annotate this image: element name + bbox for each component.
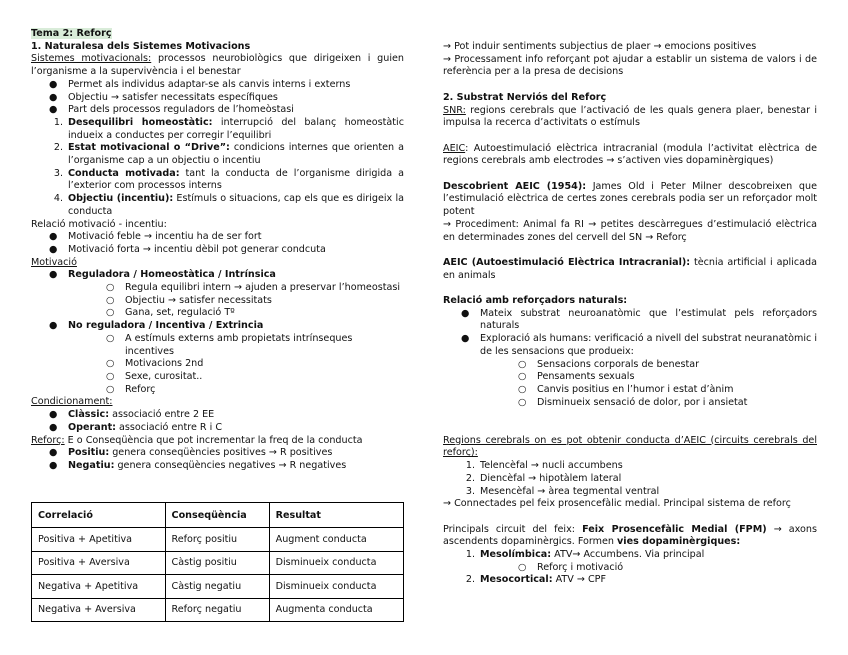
- section-2-heading: 2. Substrat Nerviós del Reforç: [443, 91, 607, 103]
- regions-heading: Regions cerebrals on es pot obtenir conducta d’AEIC (circuits cerebrals del reforç):: [443, 434, 817, 459]
- sub-item: ○ Objectiu → satisfer necessitats: [106, 294, 272, 306]
- table-cell: Augmenta conducta: [269, 598, 403, 622]
- sub-item: ○ Sexe, curositat..: [106, 370, 203, 382]
- bullet-icon: ●: [49, 104, 58, 116]
- list-item: ● Exploració als humans: verificació a nivell del substrat neuranatòmic i de les sensacions que produeix:: [461, 333, 818, 357]
- circle-bullet-icon: ○: [518, 358, 527, 370]
- table-cell: Reforç negatiu: [165, 598, 269, 622]
- reinforcement-table: [31, 502, 404, 622]
- list-item: ● Reguladora / Homeostàtica / Intrínsica: [49, 269, 276, 281]
- numbered-item: 1. Desequilibri homeostàtic: interrupció del balanç homeostàtic indueix a conductes per corregir l’equilibri: [53, 116, 404, 141]
- relacio-heading: Relació amb reforçadors naturals:: [443, 294, 628, 306]
- numbered-item: 3. Mesencèfal → àrea tegmental ventral: [465, 485, 660, 497]
- bullet-icon: ●: [49, 409, 58, 421]
- table-row: [32, 598, 404, 622]
- circle-bullet-icon: ○: [106, 294, 115, 306]
- bullet-icon: ●: [461, 333, 470, 345]
- sub-item: ○ Reforç i motivació: [518, 561, 624, 573]
- table-header-row: [32, 503, 404, 528]
- left-column: [31, 28, 404, 473]
- right-column: [443, 41, 817, 587]
- table-cell: Càstig positiu: [165, 551, 269, 575]
- reforc-definition: Reforç: E o Conseqüència que pot incrementar la freq de la conducta: [31, 434, 363, 446]
- table-cell: Positiva + Aversiva: [32, 551, 166, 575]
- bullet-icon: ●: [49, 231, 58, 243]
- list-item: ● Mateix substrat neuroanatòmic que l’estimulat pels reforçadors naturals: [461, 307, 817, 332]
- table-cell: Disminueix conducta: [269, 575, 403, 599]
- list-item: ● Motivació forta → incentiu dèbil pot generar condcuta: [49, 243, 326, 255]
- sub-item: ○ Regula equilibri intern → ajuden a preservar l’homeostasi: [106, 282, 401, 294]
- procedure-paragraph: → Procediment: Animal fa RI → petites descàrregues d’estimulació elèctrica en determinades zones del cervell del SN → Reforç: [443, 218, 817, 243]
- sub-item: ○ Sensacions corporals de benestar: [518, 358, 700, 370]
- table-row: [32, 528, 404, 552]
- sub-item: ○ Gana, set, regulació Tº: [106, 307, 235, 319]
- bullet-icon: ●: [49, 243, 58, 255]
- aeic-definition: AEIC: Autoestimulació elèctrica intracranial (modula l’activitat elèctrica de regions cerebrals amb electrodes → s’activen vies dopaminèrgiques): [443, 142, 817, 167]
- list-item: ● Positiu: genera conseqüències positives → R positives: [49, 447, 333, 459]
- list-item: ● Motivació feble → incentiu ha de ser fort: [49, 231, 262, 243]
- regions-note: → Connectades pel feix prosencefàlic medial. Principal sistema de reforç: [443, 498, 791, 510]
- table-cell: Positiva + Apetitiva: [32, 528, 166, 552]
- bullet-icon: ●: [49, 320, 58, 332]
- circle-bullet-icon: ○: [106, 383, 115, 395]
- sub-item: ○ Reforç: [106, 383, 156, 395]
- relacio-label: Relació motivació - incentiu:: [31, 218, 167, 230]
- aeic-full-definition: AEIC (Autoestimulació Elèctrica Intracranial): tècnia artificial i aplicada en animals: [443, 256, 817, 281]
- table-cell: Negativa + Aversiva: [32, 598, 166, 622]
- bullet-icon: ●: [49, 447, 58, 459]
- sub-item: ○ Motivacions 2nd: [106, 358, 204, 370]
- circuit-paragraph: Principals circuit del feix: Feix Prosencefàlic Medial (FPM) → axons ascendents dopaminèrgics. Formen vies dopaminèrgiques:: [443, 523, 817, 548]
- intro-line: → Pot induir sentiments subjectius de plaer → emocions positives: [443, 41, 757, 52]
- circle-bullet-icon: ○: [518, 383, 527, 395]
- circle-bullet-icon: ○: [518, 371, 527, 383]
- circle-bullet-icon: ○: [106, 358, 115, 370]
- motivacio-label: Motivació: [31, 256, 77, 268]
- table-cell: Disminueix conducta: [269, 551, 403, 575]
- circle-bullet-icon: ○: [518, 561, 527, 573]
- table-row: [32, 551, 404, 575]
- list-item: ● Clàssic: associació entre 2 EE: [49, 409, 215, 421]
- sub-item: ○ Disminueix sensació de dolor, por i ansietat: [518, 396, 748, 408]
- circle-bullet-icon: ○: [106, 282, 115, 294]
- list-item: ● No reguladora / Incentiva / Extrincia: [49, 320, 264, 332]
- list-item: ● Permet als individus adaptar-se als canvis interns i externs: [49, 78, 351, 90]
- numbered-item: 1. Telencèfal → nucli accumbens: [465, 460, 623, 472]
- sub-item: ○ Pensaments sexuals: [518, 371, 635, 383]
- numbered-item: 2. Estat motivacional o “Drive”: condicions internes que orienten a l’organisme cap a un objectiu o incentiu: [53, 142, 404, 167]
- table-cell: Càstig negatiu: [165, 575, 269, 599]
- bullet-icon: ●: [49, 421, 58, 433]
- table-row: [32, 575, 404, 599]
- list-item: ● Part dels processos reguladors de l’homeòstasi: [49, 104, 294, 116]
- condicionament-label: Condicionament:: [31, 396, 113, 408]
- circle-bullet-icon: ○: [106, 370, 115, 382]
- numbered-item: 3. Conducta motivada: tant la conducta de l’organisme dirigida a l’exterior com processos interns: [53, 167, 404, 192]
- table-cell: Negativa + Apetitiva: [32, 575, 166, 599]
- intro-line: → Processament info reforçant pot ajudar a establir un sistema de valors i de referència per a la presa de decisions: [443, 53, 817, 78]
- sub-item: ○ Canvis positius en l’humor i estat d’ànim: [518, 383, 734, 395]
- bullet-icon: ●: [461, 307, 470, 319]
- discovery-paragraph: Descobrient AEIC (1954): James Old i Peter Milner descobreixen que l’estimulació elèctrica de certes zones cerebrals podia ser un reforçador molt potent: [443, 180, 817, 218]
- list-item: ● Negatiu: genera conseqüències negatives → R negatives: [49, 459, 347, 471]
- bullet-icon: ●: [49, 78, 58, 90]
- numbered-item: 2. Diencèfal → hipotàlem lateral: [465, 472, 622, 484]
- sub-item: ○ A estímuls externs amb propietats intrínseques incentives: [106, 332, 353, 357]
- section-1-heading: 1. Naturalesa dels Sistemes Motivacions: [31, 40, 251, 52]
- s1-definition: Sistemes motivacionals: processos neurobiològics que dirigeixen i guien l’organisme a la supervivència i el benestar: [31, 53, 404, 78]
- bullet-icon: ●: [49, 269, 58, 281]
- circle-bullet-icon: ○: [518, 396, 527, 408]
- bullet-icon: ●: [49, 91, 58, 103]
- circle-bullet-icon: ○: [106, 332, 115, 344]
- snr-definition: SNR: regions cerebrals que l’activació de les quals genera plaer, benestar i impulsa la recerca d’activitats o estímuls: [443, 104, 817, 129]
- list-item: ● Objectiu → satisfer necessitats específiques: [49, 91, 278, 103]
- table-cell: Augment conducta: [269, 528, 403, 552]
- numbered-item: 2. Mesocortical: ATV → CPF: [465, 574, 606, 586]
- list-item: ● Operant: associació entre R i C: [49, 421, 223, 433]
- table-header: Correlació: [32, 503, 166, 528]
- numbered-item: 4. Objectiu (incentiu): Estímuls o situacions, cap els que es dirigeix la conducta: [53, 193, 404, 217]
- circle-bullet-icon: ○: [106, 307, 115, 319]
- page-title: Tema 2: Reforç: [31, 28, 112, 39]
- table-header: Conseqüència: [165, 503, 269, 528]
- table-header: Resultat: [269, 503, 403, 528]
- numbered-item: 1. Mesolímbica: ATV→ Accumbens. Via principal: [465, 549, 705, 560]
- bullet-icon: ●: [49, 459, 58, 471]
- table-cell: Reforç positiu: [165, 528, 269, 552]
